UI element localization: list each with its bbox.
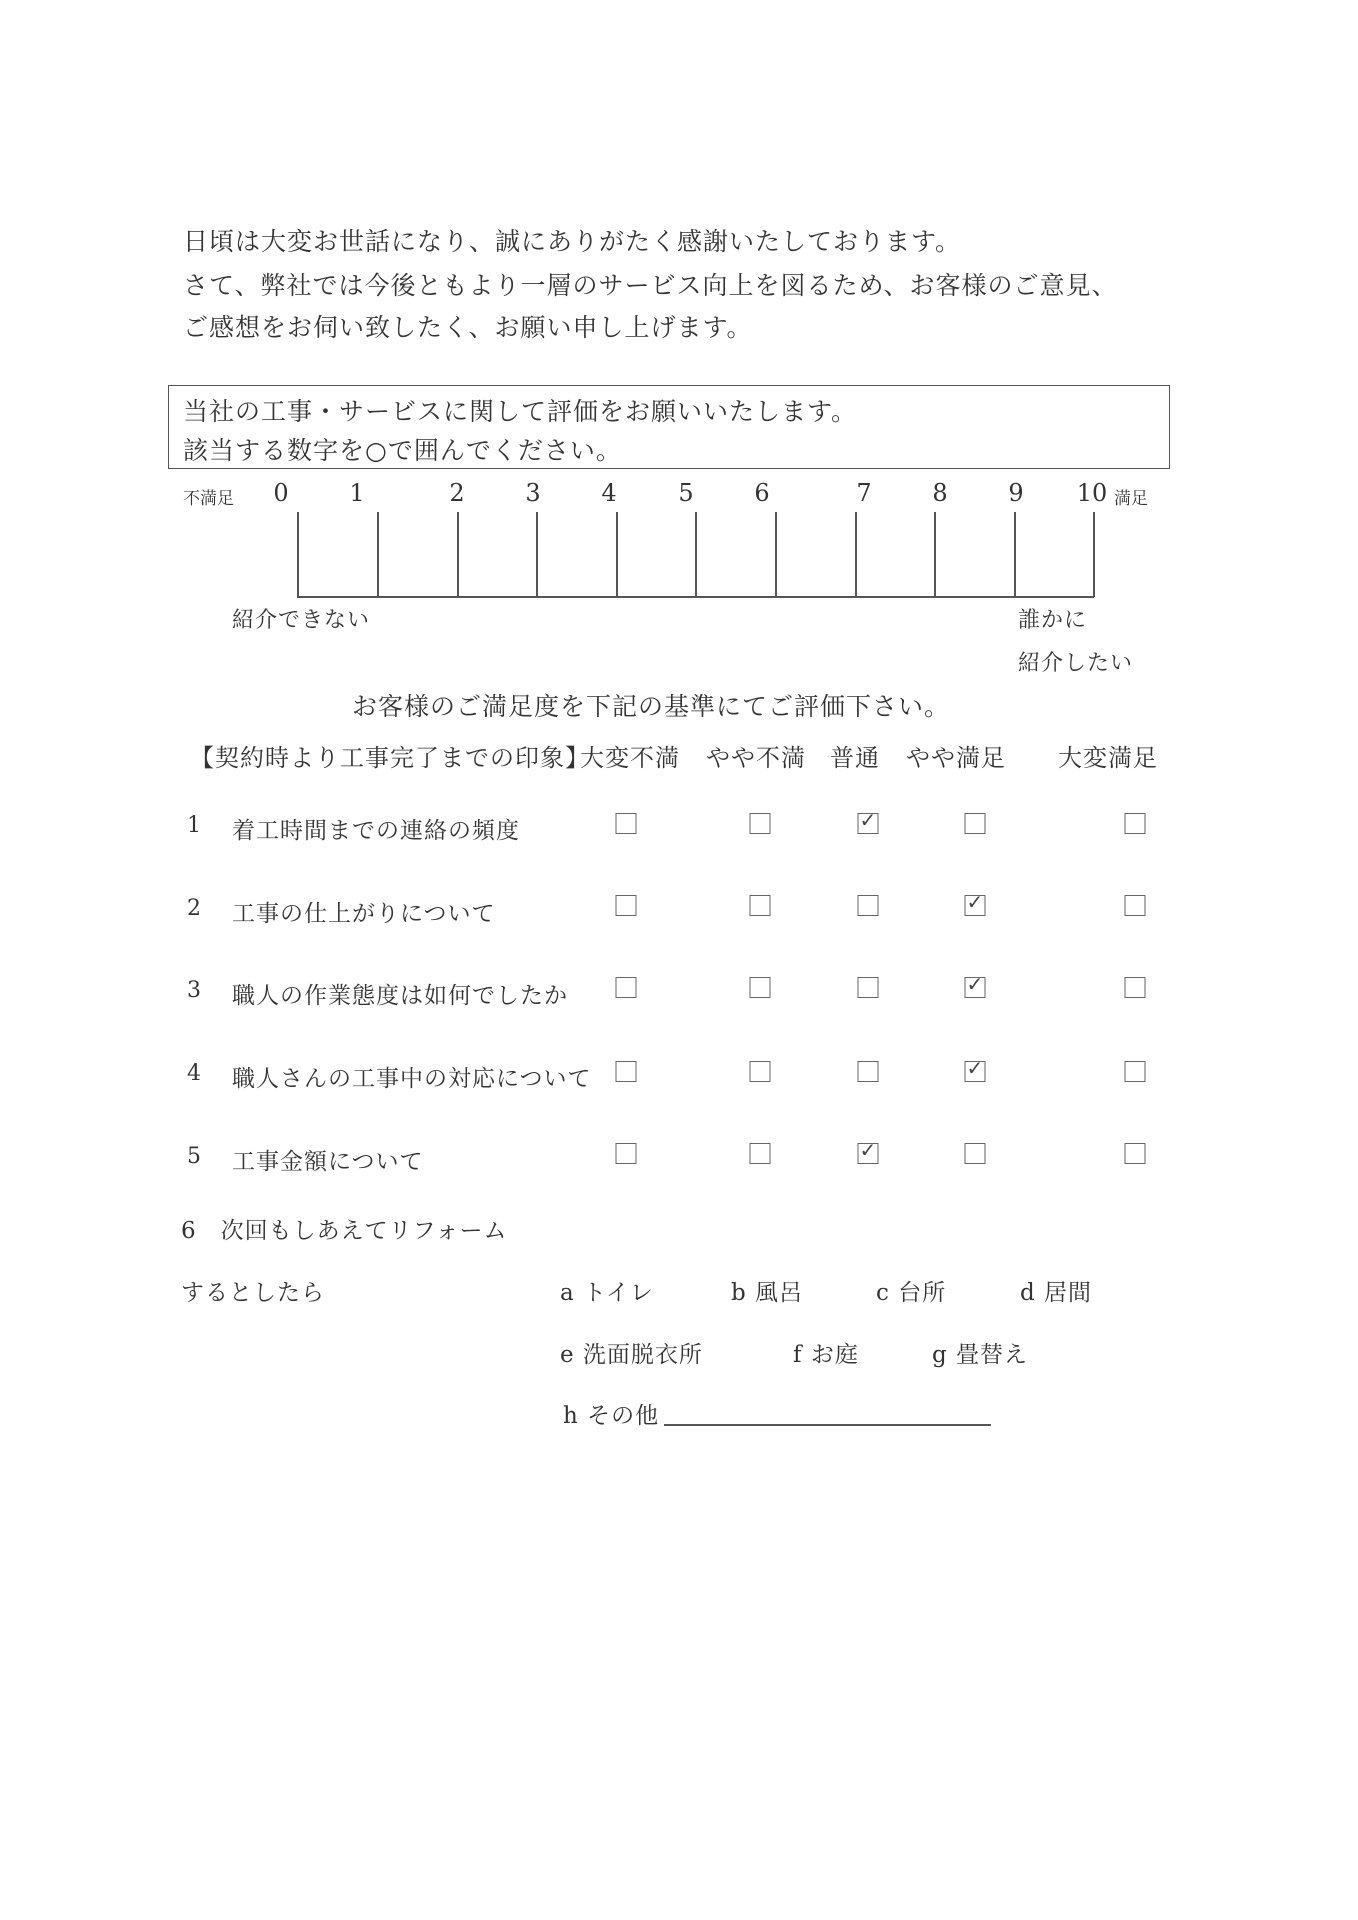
intro-line-2: さて、弊社では今後ともより一層のサービス向上を図るため、お客様のご意見、 xyxy=(183,271,1118,300)
question-text: 着工時間までの連絡の頻度 xyxy=(232,818,520,844)
scale-right-caption-2: 紹介したい xyxy=(1018,651,1134,676)
scale-tick-0 xyxy=(297,512,299,597)
scale-number-6[interactable]: 6 xyxy=(754,479,770,507)
scale-tick-4 xyxy=(616,512,618,597)
section-label: 【契約時より工事完了までの印象】 xyxy=(190,744,590,772)
checkbox[interactable] xyxy=(616,977,637,998)
question-number: 5 xyxy=(187,1144,201,1169)
question-number: 2 xyxy=(187,896,201,921)
checkbox[interactable] xyxy=(616,1061,637,1082)
scale-number-5[interactable]: 5 xyxy=(678,479,694,507)
reform-option-living-room[interactable]: d 居間 xyxy=(1020,1280,1093,1306)
checkmark-icon: ✓ xyxy=(966,890,984,914)
scale-baseline xyxy=(297,596,1094,598)
scale-number-10[interactable]: 10 xyxy=(1076,479,1108,507)
checkbox[interactable] xyxy=(616,1143,637,1164)
scale-tick-10 xyxy=(1093,512,1095,597)
scale-number-2[interactable]: 2 xyxy=(449,479,465,507)
checkbox[interactable] xyxy=(1125,895,1146,916)
checkmark-icon: ✓ xyxy=(859,1138,877,1162)
checkbox[interactable] xyxy=(858,1061,879,1082)
checkmark-icon: ✓ xyxy=(859,808,877,832)
column-header-somewhat-dissatisfied: やや不満 xyxy=(706,744,806,772)
checkbox[interactable] xyxy=(616,895,637,916)
reform-option-other[interactable]: h その他 xyxy=(563,1403,660,1429)
column-header-very-satisfied: 大変満足 xyxy=(1058,744,1158,772)
question-text: 職人さんの工事中の対応について xyxy=(232,1066,592,1092)
column-header-neutral: 普通 xyxy=(830,744,880,772)
scale-tick-5 xyxy=(695,512,697,597)
checkbox[interactable] xyxy=(965,813,986,834)
question-number: 3 xyxy=(187,978,201,1003)
scale-tick-7 xyxy=(855,512,857,597)
scale-tick-6 xyxy=(775,512,777,597)
checkbox[interactable] xyxy=(858,895,879,916)
scale-number-8[interactable]: 8 xyxy=(932,479,948,507)
scale-tick-2 xyxy=(457,512,459,597)
scale-number-1[interactable]: 1 xyxy=(349,479,365,507)
scale-tick-1 xyxy=(377,512,379,597)
scale-tick-3 xyxy=(536,512,538,597)
checkbox[interactable] xyxy=(750,977,771,998)
checkbox[interactable] xyxy=(858,808,879,834)
question-number: 1 xyxy=(187,813,201,838)
checkbox[interactable] xyxy=(750,895,771,916)
reform-option-bath[interactable]: b 風呂 xyxy=(731,1280,804,1306)
checkbox[interactable] xyxy=(965,972,986,998)
checkbox[interactable] xyxy=(965,1056,986,1082)
question-text: 職人の作業態度は如何でしたか xyxy=(232,983,568,1009)
scale-tick-9 xyxy=(1014,512,1016,597)
checkbox[interactable] xyxy=(750,813,771,834)
reform-option-garden[interactable]: f お庭 xyxy=(793,1342,859,1368)
checkbox[interactable] xyxy=(750,1061,771,1082)
checkmark-icon: ✓ xyxy=(966,972,984,996)
checkbox[interactable] xyxy=(1125,1061,1146,1082)
checkbox[interactable] xyxy=(1125,813,1146,834)
checkbox[interactable] xyxy=(1125,977,1146,998)
scale-number-0[interactable]: 0 xyxy=(273,479,289,507)
column-header-very-dissatisfied: 大変不満 xyxy=(580,744,680,772)
question-text: 工事金額について xyxy=(232,1149,424,1175)
intro-line-1: 日頃は大変お世話になり、誠にありがたく感謝いたしております。 xyxy=(183,227,962,256)
scale-right-caption-1: 誰かに xyxy=(1018,608,1088,633)
checkbox[interactable] xyxy=(858,1138,879,1164)
reform-question-line-1: 6 次回もしあえてリフォーム xyxy=(181,1218,508,1244)
scale-number-3[interactable]: 3 xyxy=(525,479,541,507)
checkbox[interactable] xyxy=(750,1143,771,1164)
scale-tick-8 xyxy=(934,512,936,597)
rating-instruction-line-1: 当社の工事・サービスに関して評価をお願いいたします。 xyxy=(183,397,858,426)
reform-option-toilet[interactable]: a トイレ xyxy=(560,1280,654,1306)
question-number: 4 xyxy=(187,1061,201,1086)
checkbox[interactable] xyxy=(858,977,879,998)
scale-number-4[interactable]: 4 xyxy=(601,479,617,507)
checkbox[interactable] xyxy=(965,890,986,916)
reform-option-tatami[interactable]: g 畳替え xyxy=(932,1342,1029,1368)
reform-question-line-2: するとしたら xyxy=(181,1280,325,1306)
reform-option-washroom[interactable]: e 洗面脱衣所 xyxy=(560,1342,703,1368)
rating-instruction-line-2: 該当する数字を○で囲んでください。 xyxy=(183,436,622,465)
checkbox[interactable] xyxy=(1125,1143,1146,1164)
question-text: 工事の仕上がりについて xyxy=(232,901,496,927)
column-header-somewhat-satisfied: やや満足 xyxy=(906,744,1006,772)
survey-subtitle: お客様のご満足度を下記の基準にてご評価下さい。 xyxy=(352,692,951,721)
checkbox[interactable] xyxy=(616,813,637,834)
scale-right-label: 満足 xyxy=(1114,489,1148,509)
checkmark-icon: ✓ xyxy=(966,1056,984,1080)
scale-number-9[interactable]: 9 xyxy=(1008,479,1024,507)
checkbox[interactable] xyxy=(965,1143,986,1164)
scale-number-7[interactable]: 7 xyxy=(856,479,872,507)
scale-left-label: 不満足 xyxy=(183,489,234,509)
rating-instruction-box xyxy=(168,385,1170,469)
scale-left-caption: 紹介できない xyxy=(232,608,371,633)
reform-option-kitchen[interactable]: c 台所 xyxy=(876,1280,947,1306)
intro-line-3: ご感想をお伺い致したく、お願い申し上げます。 xyxy=(183,313,753,342)
other-blank-line[interactable] xyxy=(664,1424,991,1426)
